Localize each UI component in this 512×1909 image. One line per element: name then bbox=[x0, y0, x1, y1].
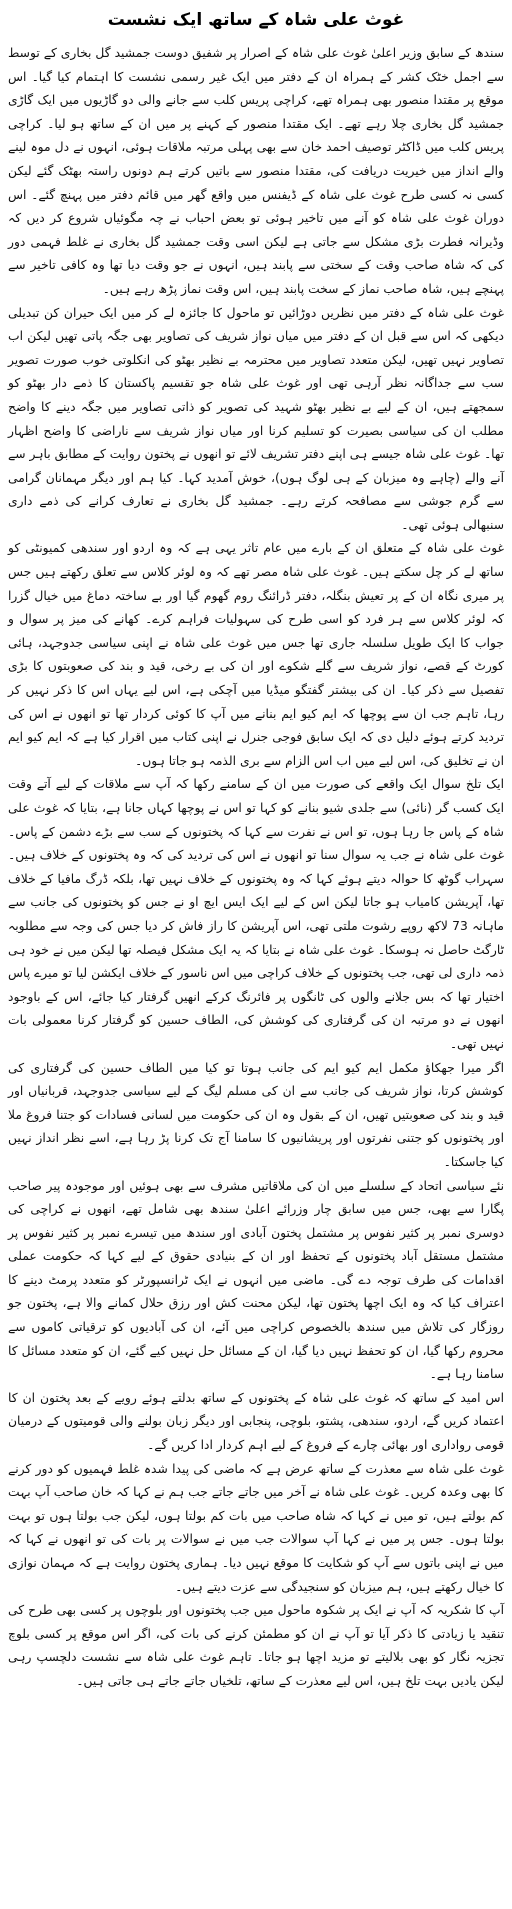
article-title: غوث علی شاہ کے ساتھ ایک نشست bbox=[107, 10, 405, 30]
article-paragraph: آپ کا شکریہ کہ آپ نے ایک پر شکوہ ماحول میں جب پختونوں اور بلوچوں پر کسی بھی طرح کی تنقید یا زیادتی کا ذکر آیا تو آپ نے ان کو مطمئن کرنے کی بات کی، اگر اس موقع پر کسی بلوچ تجزیہ نگار کو بھی بلالیتے تو مزید اچھا ہو جاتا۔ تاہم غوث علی شاہ سے نشست دلچسپ رہی لیکن یادیں بہت تلخ ہیں، اس لیے معذرت کے ساتھ، تلخیاں جاتے جاتے ہی جاتی ہیں۔ bbox=[8, 1603, 504, 1688]
article-paragraph: اگر میرا جھکاؤ مکمل ایم کیو ایم کی جانب ہوتا تو کیا میں الطاف حسین کی گرفتاری کی کوشش کرتا، نواز شریف کی جانب سے ان کی مسلم لیگ کے لیے سیاسی جدوجہد، قربانیاں اور قید و بند کی صعوبتیں تھیں، ان کے بقول وہ ان کی حکومت میں لسانی فسادات کو جتنا فروغ ملا اور پختونوں کو جتنی نفرتوں اور پریشانیوں کا سامنا آج تک کرنا پڑ رہا ہے، اسے نظر انداز نہیں کیا جاسکتا۔ bbox=[8, 1060, 504, 1169]
article-paragraph: غوث علی شاہ کے دفتر میں نظریں دوڑائیں تو ماحول کا جائزہ لے کر میں ایک حیران کن تبدیلی دیکھی کہ اس سے قبل ان کے دفتر میں میاں نواز شریف کی تصاویر بھی جگہ پاتی تھیں لیکن اب تصاویر نہیں تھیں، لیکن متعدد تصاویر میں محترمہ بے نظیر بھٹو کی انکلوتی خوب صورت تصویر سب سے جداگانہ نظر آرہی تھی اور غوث علی شاہ جو تقسیم پاکستان کا ذمے دار بھٹو کو سمجھتے ہیں، ان کے لیے بے نظیر بھٹو شہید کی تصویر کو ذاتی تصاویر میں جگہ دینے کا واضح مطلب ان کی سیاسی بصیرت کو تسلیم کرنا اور میاں نواز شریف سے ناراضی کا واضح اظہار تھا۔ غوث علی شاہ جیسے ہی اپنے دفتر تشریف لائے تو انھوں نے پختون روایت کے مطابق باہر سے آنے والے (چاہے وہ میزبان کے ہی لوگ ہوں)، خوش آمدید کہا۔ کیا ہم اور دیگر مہمانان گرامی سے گرم جوشی سے مصافحہ کرتے رہے۔ جمشید گل بخاری نے تعارف کرانے کی ذمے داری سنبھالی ہوئی تھی۔ bbox=[8, 305, 504, 532]
article-paragraph: ایک تلخ سوال ایک واقعے کی صورت میں ان کے سامنے رکھا کہ آپ سے ملاقات کے لیے آتے وقت ایک کسب گر (نائی) سے جلدی شیو بنانے کو کہا تو اس نے پوچھا کہاں جانا ہے، بتایا کہ غوث علی شاہ کے پاس جا رہا ہوں، تو اس نے نفرت سے کہا کہ پختونوں کے سب سے بڑے دشمن کے پاس۔ غوث علی شاہ نے جب یہ سوال سنا تو انھوں نے اس کی تردید کی کہ وہ پختونوں کے خلاف ہیں۔ سہراب گوٹھ کا حوالہ دیتے ہوئے کہا کہ وہ پختونوں کے خلاف نہیں تھا، بلکہ ڈرگ مافیا کے خلاف تھا، آپریشن کامیاب ہو جاتا لیکن اس کے لیے ایک ایس ایچ او نے جس کو پختونوں کی جانب سے ماہانہ 73 لاکھ روپے رشوت ملتی تھی، اس آپریشن کا راز فاش کر دیا جس کی وجہ سے مطلوبہ ٹارگٹ حاصل نہ ہوسکا۔ غوث علی شاہ نے بتایا کہ یہ ایک مشکل فیصلہ تھا لیکن میں نے خود ہی ذمہ داری لی تھی، جب پختونوں کے خلاف کراچی میں اس ناسور کے خلاف ایکشن لیا تو میرے پاس اختیار تھا کہ بس جلانے والوں کی ٹانگوں پر فائرنگ کرکے انھیں گرفتار کیا جائے، اس کے باوجود انھوں نے دو مرتبہ ان کی گرفتاری کی کوشش کی، الطاف حسین کو گرفتار کرنا معمولی بات نہیں تھی۔ bbox=[8, 777, 504, 1051]
article-paragraph: سندھ کے سابق وزیر اعلیٰ غوث علی شاہ کے اصرار پر شفیق دوست جمشید گل بخاری کے توسط سے اجمل خٹک کشر کے ہمراہ ان کے دفتر میں ایک غیر رسمی نشست کا اہتمام کیا گیا۔ اس موقع پر مقتدا منصور بھی ہمراہ تھے، کراچی پریس کلب سے جانے والی دو گاڑیوں میں ایک گاڑی جمشید گل بخاری چلا رہے تھے۔ ایک مقتدا منصور کے کہنے پر میں ان کے ساتھ ہو لیا۔ کراچی پریس کلب میں ڈاکٹر توصیف احمد خان سے بھی پہلی مرتبہ ملاقات ہوئی، انہوں نے دل موہ لینے والے انداز میں خیریت دریافت کی، مقتدا منصور سے باتیں کرتے ہم دونوں راستہ بھٹک گئے لیکن کسی نہ کسی طرح غوث علی شاہ کے ڈیفنس میں واقع گھر میں قائم دفتر میں پہنچ گئے۔ اس دوران غوث علی شاہ کو آنے میں تاخیر ہوئی تو بعض احباب نے چہ مگوئیاں شروع کر دیں کہ وڈیرانہ فطرت بڑی مشکل سے جاتی ہے لیکن اسی وقت جمشید گل بخاری نے غلط فہمی دور کی کہ شاہ صاحب وقت کے سختی سے پابند ہیں، انہوں نے جو وقت دیا تھا وہ کافی تاخیر سے پہنچے ہیں، شاہ صاحب نماز کے سخت پابند ہیں، اس وقت نماز پڑھ رہے ہیں۔ bbox=[8, 46, 504, 296]
article-paragraph: نئے سیاسی اتحاد کے سلسلے میں ان کی ملاقاتیں مشرف سے بھی ہوئیں اور موجودہ پیر صاحب پگارا سے بھی، جس میں سابق چار وزرائے اعلیٰ سندھ بھی شامل تھے، انھوں نے کراچی کی دوسری نمبر پر کثیر نفوس پر مشتمل پختون آبادی اور سندھ میں تیسرے نمبر پر کثیر نفوس پر مشتمل مستقل آباد پختونوں کے تحفظ اور ان کے بنیادی حقوق کے لیے کہا کہ حکومت عملی اقدامات کی طرف توجہ دے گی۔ ماضی میں انہوں نے ایک ٹرانسپورٹر کو متعدد پرمٹ دینے کا اعتراف کیا کہ وہ ایک اچھا پختون تھا، لیکن محنت کش اور رزق حلال کمانے والا ہے، پختون جو روزگار کی تلاش میں سندھ بالخصوص کراچی میں آئے، ان کی آبادیوں کو ترقیاتی کاموں سے محروم رکھا گیا، ان کو تحفظ نہیں دیا گیا، ان کے مسائل حل نہیں کیے گئے، ان کو متعدد مسائل کا سامنا رہا ہے۔ bbox=[8, 1178, 504, 1382]
article-body bbox=[8, 42, 504, 1694]
article-paragraph: اس امید کے ساتھ کہ غوث علی شاہ کے پختونوں کے ساتھ بدلتے ہوئے رویے کے بعد پختون ان کا اعتماد کریں گے، اردو، سندھی، پشتو، بلوچی، پنجابی اور دیگر زبان بولنے والی قومیتوں کے درمیان قومی رواداری اور بھائی چارے کے فروغ کے لیے اہم کردار ادا کریں گے۔ bbox=[8, 1390, 504, 1453]
article-paragraph: غوث علی شاہ کے متعلق ان کے بارے میں عام تاثر یہی ہے کہ وہ اردو اور سندھی کمیونٹی کو ساتھ لے کر چل سکتے ہیں۔ غوث علی شاہ مصر تھے کہ وہ لوئر کلاس سے تعلق رکھتے ہیں جس پر میری نگاہ ان کے پر تعیش بنگلہ، دفتر ڈرائنگ روم گھوم گیا اور بے ساختہ دماغ میں خیال گزرا کہ لوئر کلاس سے ہر فرد کو اسی طرح کی سہولیات فراہم کرے۔ کھانے کی میز پر سوال و جواب کا ایک طویل سلسلہ جاری تھا جس میں غوث علی شاہ نے اپنی سیاسی جدوجہد، ہائی کورٹ کے قصے، نواز شریف سے گلے شکوے اور ان کی بے رخی، قید و بند کی صعوبتوں کا بڑی تفصیل سے ذکر کیا۔ ان کی بیشتر گفتگو میڈیا میں آچکی ہے، اس لیے یہاں اس کا ذکر نہیں کر رہا، تاہم جب ان سے پوچھا کہ ایم کیو ایم بنانے میں آپ کا کوئی کردار تھا تو انھوں نے اس کی تردید کرتے ہوئے دلیل دی کہ ایک سابق فوجی جنرل نے اپنی کتاب میں اقرار کیا ہے کہ ایم کیو ایم ان نے تخلیق کی، اس لیے میں اب اس الزام سے بری الذمہ ہو جاتا ہوں۔ bbox=[8, 541, 504, 768]
article bbox=[8, 0, 504, 1909]
article-paragraph: غوث علی شاہ سے معذرت کے ساتھ عرض ہے کہ ماضی کی پیدا شدہ غلط فہمیوں کو دور کرنے کا بھی وعدہ کریں۔ غوث علی شاہ نے آخر میں جاتے جاتے جب ہم نے کہا کہ خان صاحب آپ بہت کم بولتے ہیں، تو میں نے کہا کہ شاہ صاحب میں بات کم بولتا ہوں، لیکن جب بولتا ہوں تو بہت بولتا ہوں۔ جس پر میں نے کہا آپ سوالات جب میں نے سوالات پر بات کی تو انھوں نے کہا کہ میں نے اپنی باتوں سے آپ کو شکایت کا موقع نہیں دیا۔ ہماری پختون روایت ہے کہ مہمان نوازی کا خیال رکھتے ہیں، ہم میزبان کو سنجیدگی سے عزت دیتے ہیں۔ bbox=[8, 1461, 504, 1594]
